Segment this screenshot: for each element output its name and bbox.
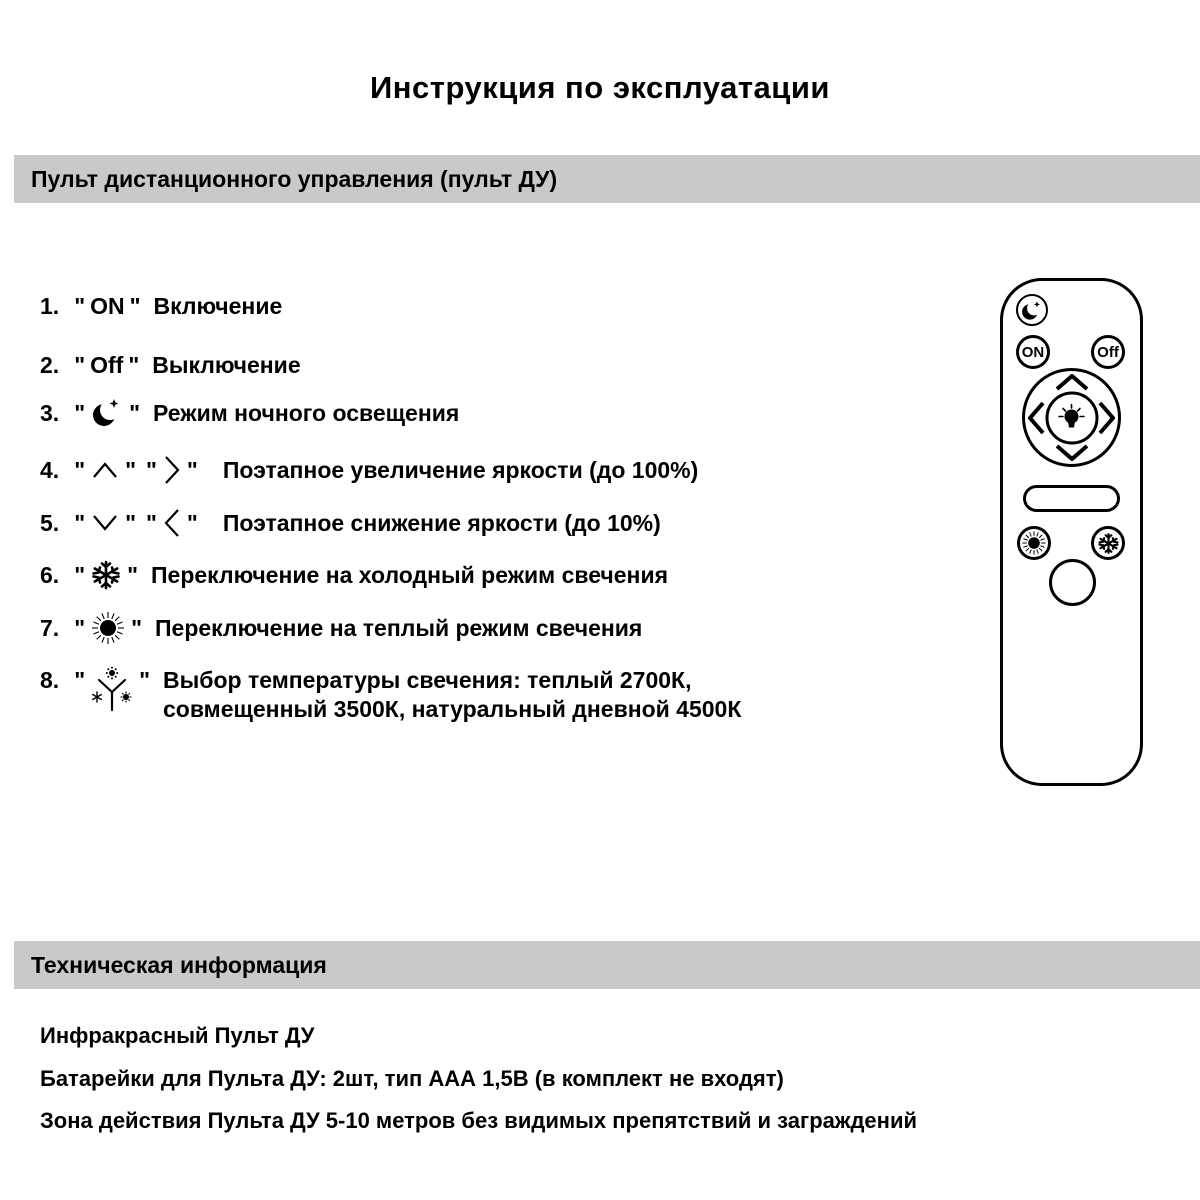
dpad-up-icon xyxy=(1054,374,1090,391)
list-item-warm-mode xyxy=(40,611,642,645)
quote-mark: " xyxy=(139,667,150,693)
quote-mark: " xyxy=(128,351,140,378)
item-label: Режим ночного освещения xyxy=(153,399,460,426)
quote-mark: " xyxy=(146,509,157,536)
list-item-cold-mode xyxy=(40,558,668,592)
sun-icon xyxy=(1021,530,1047,556)
quote-mark: " xyxy=(146,456,157,483)
dpad-ring xyxy=(1022,368,1121,467)
item-number: 1. xyxy=(40,292,60,319)
chevron-right-icon xyxy=(162,453,182,487)
off-button xyxy=(1091,335,1125,369)
quote-mark: " xyxy=(74,399,86,426)
quote-mark: " xyxy=(129,399,140,426)
item-number: 4. xyxy=(40,456,60,483)
remote-control-drawing xyxy=(1000,278,1143,786)
item-label: Поэтапное снижение яркости (до 10%) xyxy=(222,509,661,536)
quote-mark: " xyxy=(74,292,86,319)
quote-mark: " xyxy=(127,561,138,588)
item-label: Поэтапное увеличение яркости (до 100%) xyxy=(222,456,699,483)
list-item-brightness-up xyxy=(40,453,698,487)
quote-mark: " xyxy=(131,614,142,641)
dpad-down-icon xyxy=(1054,444,1090,461)
quote-mark: " xyxy=(129,292,141,319)
quote-mark: " xyxy=(74,614,86,641)
item-label: Переключение на холодный режим свечения xyxy=(151,561,669,588)
moon-star-icon xyxy=(1020,299,1044,322)
color-temperature-icon xyxy=(90,666,134,712)
quote-mark: " xyxy=(74,456,86,483)
brightness-center-button xyxy=(1045,391,1098,444)
section-header-remote xyxy=(14,155,1200,203)
item-number: 2. xyxy=(40,351,60,378)
quote-mark: " xyxy=(125,456,136,483)
list-item-night-mode xyxy=(40,396,459,430)
cold-mode-button xyxy=(1091,526,1125,560)
quote-mark: " xyxy=(74,561,86,588)
quote-mark: " xyxy=(125,509,136,536)
item-number: 5. xyxy=(40,509,60,536)
quote-mark: " xyxy=(74,509,86,536)
chevron-down-icon xyxy=(90,513,120,533)
section-header-remote-label: Пульт дистанционного управления (пульт ДУ) xyxy=(31,165,558,192)
item-number: 3. xyxy=(40,399,60,426)
moon-star-icon xyxy=(90,397,124,429)
section-header-tech-label: Техническая информация xyxy=(31,951,327,978)
chevron-up-icon xyxy=(90,460,120,480)
quote-mark: " xyxy=(186,509,198,536)
chevron-left-icon xyxy=(162,506,182,540)
page-title: Инструкция по эксплуатации xyxy=(370,70,830,105)
round-bottom-button xyxy=(1049,559,1096,606)
light-bulb-icon xyxy=(1056,402,1088,434)
quote-mark: " xyxy=(74,351,86,378)
quote-mark: " xyxy=(74,667,86,693)
on-button-label: ON xyxy=(1021,343,1045,361)
section-header-tech xyxy=(14,941,1200,989)
tech-info-line: Инфракрасный Пульт ДУ xyxy=(40,1023,315,1048)
item-label-line2: совмещенный 3500К, натуральный дневной 4500К xyxy=(163,696,742,722)
list-item-color-temperature xyxy=(40,666,742,722)
item-label: Выключение xyxy=(152,351,301,378)
snowflake-icon xyxy=(90,559,122,591)
snowflake-icon xyxy=(1097,532,1120,555)
pill-button xyxy=(1023,485,1120,512)
dpad-right-icon xyxy=(1098,400,1115,436)
off-button-label: Off xyxy=(90,351,124,378)
night-mode-button xyxy=(1016,294,1048,326)
list-item-on xyxy=(40,289,282,323)
on-button xyxy=(1016,335,1050,369)
list-item-brightness-down xyxy=(40,506,661,540)
item-number: 6. xyxy=(40,561,60,588)
item-label-line1: Выбор температуры свечения: теплый 2700К, xyxy=(163,667,692,693)
sun-icon xyxy=(90,610,126,646)
tech-info-line: Батарейки для Пульта ДУ: 2шт, тип ААА 1,5В (в комплект не входят) xyxy=(40,1066,784,1091)
off-button-label: Off xyxy=(1097,343,1119,361)
on-button-label: ON xyxy=(90,292,125,319)
item-number: 7. xyxy=(40,614,60,641)
warm-mode-button xyxy=(1017,526,1051,560)
item-label: Переключение на теплый режим свечения xyxy=(155,614,643,641)
list-item-off xyxy=(40,348,301,382)
dpad-left-icon xyxy=(1028,400,1045,436)
item-number: 8. xyxy=(40,667,60,693)
quote-mark: " xyxy=(186,456,198,483)
tech-info-line: Зона действия Пульта ДУ 5-10 метров без видимых препятствий и заграждений xyxy=(40,1108,918,1133)
item-label: Включение xyxy=(153,292,283,319)
